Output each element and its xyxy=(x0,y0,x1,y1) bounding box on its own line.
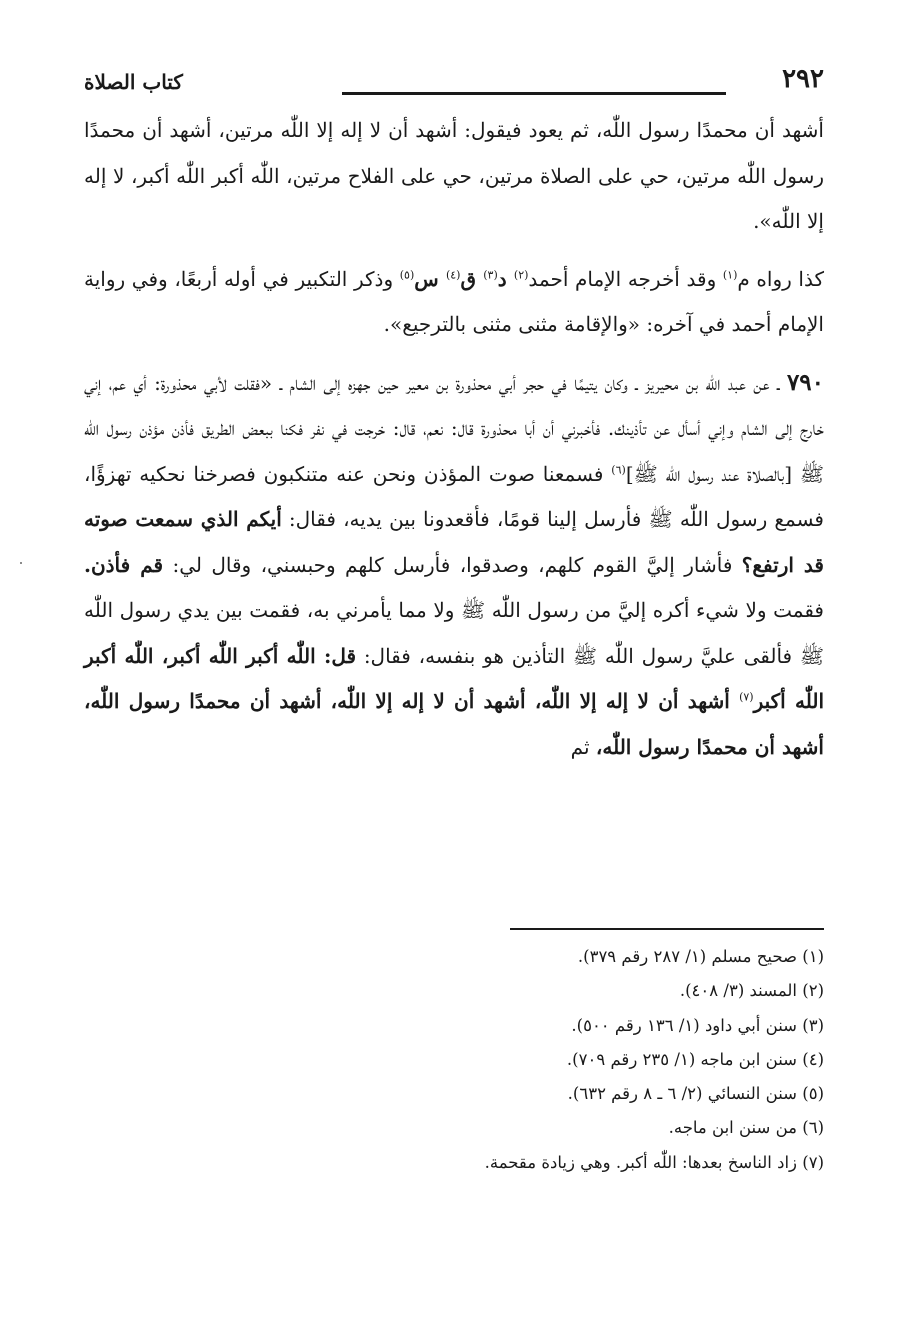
scan-speck xyxy=(20,562,22,564)
footnote-5: (٥) سنن النسائي (٢/ ٦ ـ ٨ رقم ٦٣٢). xyxy=(567,1084,824,1104)
footnote-1: (١) صحيح مسلم (١/ ٢٨٧ رقم ٣٧٩). xyxy=(577,947,824,966)
hadith-number: ٧٩٠ xyxy=(786,368,824,396)
footnote-ref-7[interactable]: (٧) xyxy=(739,690,754,704)
footnote-ref-6[interactable]: (٦) xyxy=(611,462,626,476)
text-run: فسمعنا صوت المؤذن ونحن عنه متنكبون فصرخنا نحكيه تهزؤًا، فسمع رسول اللّٰه ﷺ فأرسل إلينا قومًا، فأقعدونا بين يديه، فقال: xyxy=(84,461,824,531)
text-run: ثم xyxy=(570,734,596,759)
text-run: ـ عن عبد اللّٰه بن محيريز ـ وكان يتيمًا في حجر أبي محذورة بن معير حين جهزه إلى الشام ـ «فقلت لأبي محذورة: أي عم، إني خارج إلى الشام وإني أسأل عن تأذينك. فأخبرني أن أبا محذورة قال: نعم، قال: خرجت في نفر فكنا ببعض الطريق فأذن مؤذن رسول اللّٰه ﷺ [بالصلاة عند رسول اللّٰه ﷺ] xyxy=(84,370,825,486)
bold-quote: أيكم الذي سمعت صوته قد ارتفع؟ xyxy=(84,507,824,577)
paragraph-hadith-790 xyxy=(84,360,824,771)
footnote-3: (٣) سنن أبي داود (١/ ١٣٦ رقم ٥٠٠). xyxy=(571,1015,824,1035)
footnote-separator xyxy=(510,928,824,930)
bold-quote: أشهد أن لا إله إلا اللّٰه، أشهد أن لا إله إلا اللّٰه، أشهد أن محمدًا رسول اللّٰه، أشهد أن محمدًا رسول اللّٰه، xyxy=(84,689,824,759)
footnote-4: (٤) سنن ابن ماجه (١/ ٢٣٥ رقم ٧٠٩). xyxy=(566,1049,824,1069)
text-run: ق xyxy=(460,266,484,291)
footnote-7: (٧) زاد الناسخ بعدها: اللّٰه أكبر. وهي زيادة مقحمة. xyxy=(484,1152,824,1172)
text-run: وذكر التكبير في أوله أربعًا، وفي رواية الإمام أحمد في آخره: «والإقامة مثنى مثنى بالترجيع». xyxy=(84,266,824,336)
footnote-6: (٦) من سنن ابن ماجه. xyxy=(668,1118,824,1138)
text-run: فقمت ولا شيء أكره إليَّ من رسول اللّٰه ﷺ ولا مما يأمرني به، فقمت بين يدي رسول اللّٰه ﷺ فألقى عليَّ رسول اللّٰه ﷺ التأذين هو بنفسه، فقال: xyxy=(84,598,825,668)
text-run: د xyxy=(497,266,514,291)
footnote-ref-4[interactable]: (٤) xyxy=(445,267,461,281)
footnote-ref-5[interactable]: (٥) xyxy=(399,267,415,281)
footnotes xyxy=(84,940,824,1180)
page-header xyxy=(84,62,824,102)
main-text xyxy=(84,108,824,770)
text-run: وقد أخرجه الإمام أحمد xyxy=(528,266,723,291)
footnote-ref-1[interactable]: (١) xyxy=(722,267,738,281)
footnote-ref-3[interactable]: (٣) xyxy=(483,267,498,281)
text-run: س xyxy=(414,266,446,291)
text-run: فأشار إليَّ القوم كلهم، وصدقوا، فأرسل كلهم وحبسني، وقال لي: xyxy=(163,552,742,577)
footnote-2: (٢) المسند (٣/ ٤٠٨). xyxy=(679,981,824,1001)
text-run: كذا رواه م xyxy=(737,266,824,291)
paragraph-1: أشهد أن محمدًا رسول اللّٰه، ثم يعود فيقول: أشهد أن لا إله إلا اللّٰه مرتين، أشهد أن محمدًا رسول اللّٰه مرتين، حي على الصلاة مرتين، حي على الفلاح مرتين، اللّٰه أكبر اللّٰه أكبر، لا إله إلا اللّٰه». xyxy=(84,118,824,233)
page-number: ٢٩٢ xyxy=(782,64,824,94)
bold-quote: قم فأذن. xyxy=(84,552,164,577)
bold-quote: قل: اللّٰه أكبر اللّٰه أكبر، اللّٰه أكبر اللّٰه أكبر xyxy=(84,643,825,713)
header-rule xyxy=(342,92,726,95)
running-title: كتاب الصلاة xyxy=(84,70,183,94)
footnote-ref-2[interactable]: (٢) xyxy=(513,267,529,281)
paragraph-2 xyxy=(84,257,824,348)
